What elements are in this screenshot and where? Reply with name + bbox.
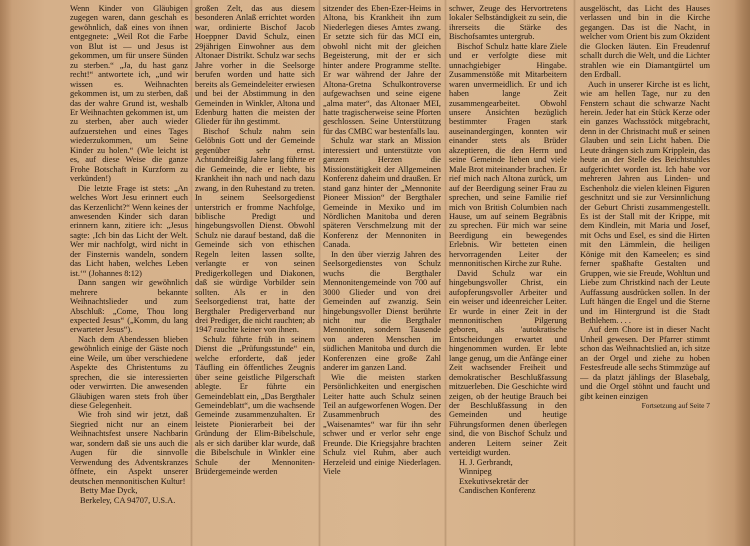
paragraph: In den über vierzig Jahren des Seelsorgedienstes von Schulz wuchs die Bergthaler Mennonitengemeinde von 700 auf 3000 Glieder und von drei Gemeinden auf zwanzig. Sein hingebungsvoller Dienst berührte nicht nur die Bergthaler Mennoniten, sondern Tausende von anderen Menschen im südlichen Manitoba und durch die Konferenzen eine große Zahl anderer im ganzen Land. <box>323 249 441 373</box>
paragraph: sitzender des Eben-Ezer-Heims in Altona, bis Krankheit ihn zum Niederlegen dieses Amtes zwang. Er setzte sich für das MCI ein, obwohl nicht mit der gleichen Begeisterung, mit der er sich hinter andere Programme stellte. Er war während der Jahre der Altona-Gretna Schulkontroverse aufgewachsen und seine eigene „alma mater“, das Altonaer MEI, hatte tragischerweise seine Pforten geschlossen. Seine Unterstützung für das CMBC war bestenfalls lau. <box>323 4 441 136</box>
author-name: Betty Mae Dyck, <box>80 486 138 496</box>
paragraph: großen Zelt, das aus diesem besonderen Anlaß errichtet worden war, ordinierte Bischof Jacob Hoeppner David Schulz, einen 29jährigen Einwohner aus dem Altonaer Distrikt. Schulz war sechs Jahre vorher in die Seelsorge berufen worden und hatte sich bereits als Gemeindeleiter erwiesen und bei der Abstimmung in den Gemeinden in Winkler, Altona und Edenburg hatten die meisten der Glieder für ihn gestimmt. <box>195 4 315 127</box>
page-shadow-left <box>0 0 12 546</box>
paragraph: schwer, Zeuge des Hervortretens lokaler Selbständigkeit zu sein, die ihrerseits die Stärke des Bischofsamtes untergrub. <box>449 4 567 42</box>
continuation-note: Fortsetzung auf Seite 7 <box>641 401 710 411</box>
column-3 <box>323 4 441 544</box>
paragraph: Auf dem Chore ist in dieser Nacht Unheil gewesen. Der Pfarrer stimmt schon das Weihnachtslied an, ich sitze an der Orgel und ziehe zu hoben Festesfreude alle sechs Stimmzüge auf — da platzt jählings der Blasebalg, und die Orgel stöhnt und faucht und gibt keinen einzigen <box>580 325 710 401</box>
column-divider <box>573 0 576 546</box>
paragraph: Wie froh sind wir jetzt, daß Siegried nicht nur an einem Weihnachtsfest unsere Nachbarin war, sondern daß sie uns auch die Augen für die sinnvolle Verwendung des Adventskranzes öffnete, ein Aspekt unserer deutschen mennonitischen Kultur! <box>70 410 188 486</box>
column-4 <box>449 4 567 544</box>
column-5 <box>580 4 710 544</box>
author-title: Exekutivsekretär der <box>459 476 529 486</box>
paragraph: Schulz war stark an Mission interessiert und unterstützte von ganzem Herzen die Missionstätigkeit der Allgemeinen Konferenz daheim und draußen. Er stand ganz hinter der „Mennonite Pioneer Mission“ der Bergthaler Gemeinde in Mexiko und im Nördlichen Manitoba und deren späteren Verschmelzung mit der Konferenz der Mennoniten in Canada. <box>323 136 441 250</box>
paragraph: Die letzte Frage ist stets: „An welches Wort Jesu erinnert euch das Kerzenlicht?“ Wenn keines der anwesenden Kinder sich daran erinnern kann, zitiere ich: „Jesus sagte: ‚Ich bin das Licht der Welt. Wer mir nachfolgt, wird nicht in der Finsternis wandeln, sondern das Licht haben, welches Leben ist.‘“ (Johannes 8:12) <box>70 183 188 278</box>
paragraph: Nach dem Abendessen blieben gewöhnlich einige der Gäste noch eine Weile, um über verschiedene Aspekte des Christentums zu sprechen, die sie interessierten oder verwirrten. Die anwesenden Gläubigen waren stets froh über diese Gelegenheit. <box>70 334 188 411</box>
paragraph: ausgelöscht, das Licht des Hauses verlassen und bin in die Kirche gegangen. Das ist die Nacht, in welcher vom Orient bis zum Okzident die Glocken läuten. Ein Freudenruf schallt durch die Welt, und die Lichter strahlen wie ein Diamantgürtel um den Erdball. <box>580 4 710 80</box>
paragraph: Wie die meisten starken Persönlichkeiten und energischen Leiter hatte auch Schulz seinen Teil an aufgeworfenen Wogen. Der Zusammenbruch des „Waisenamtes“ war für ihn sehr schwer und er verlor sehr enge Freunde. Die Kriegsjahre brachten Schulz viel Ruhm, aber auch Herzeleid und einige Niederlagen. Viele <box>323 372 441 477</box>
column-divider <box>444 0 447 546</box>
paragraph: Schulz führte früh in seinem Dienst die „Prüfungsstunde“ ein, welche erforderte, daß jeder Täufling ein öffentliches Zeugnis über seine geistliche Pilgerschaft ablegte. Er führte ein Gemeindeblatt ein, „Das Bergthaler Gemeindeblatt“, um die wachsende Gemeinde zusammenzuhalten. Er leistete Pionierarbeit bei der Gründung der Elim-Bibelschule, als er sich darüber klar wurde, daß die Bibelschule in Winkler eine Schule der Mennoniten-Brüdergemeinde werden <box>195 334 315 477</box>
paragraph: Bischof Schulz nahm sein Gelöbnis Gott und der Gemeinde gegenüber sehr ernst. Achtunddreißig Jahre lang führte er die Gemeinde, die er liebte, bis Krankheit ihn nach und nach dazu zwang, in den Ruhestand zu treten. In seinem Seelsorgedienst unterstrich er fromme Nachfolge, biblische Predigt und hingebungsvollen Dienst. Obwohl Schulz nie darauf bestand, daß die Gemeinde sich von ethischen Regeln leiten lassen sollte, verlangte er von seinen Predigerkollegen und Diakonen, daß sie würdige Vorbilder sein sollten. Als er in den Seelsorgedienst trat, hatte der Bergthaler Predigerverband nur drei Prediger, die nicht rauchten; ab 1947 rauchte keiner von ihnen. <box>195 126 315 335</box>
author-organization: Candischen Konferenz <box>459 486 536 496</box>
column-2 <box>195 4 315 544</box>
paragraph: Auch in unserer Kirche ist es licht, wie am hellen Tage, nur zu den Fenstern schaut die schwarze Nacht herein. Jeder hat ein Stück Kerze oder ein ganzes Wachsstöck mitgebracht, denn in der Christnacht muß er seinen Glauben und sein Licht haben. Die Leute drängen sich zum Kripplein, das heute an der Stelle des Beichtstuhles aufgerichtet worden ist. Ich habe vor mehreren Jahren aus Linden- und Eschenholz die vielen kleinen Figuren geschnitzt und sie zur Versinnlichung der Geburt Christi zusammengestellt. Es ist der Stall mit der Krippe, mit dem Kindlein, mit Maria und Josef, mit Ochs und Esel, es sind die Hirten mit den Lämmlein, die heiligen Könige mit den Kameelen; es sind ferner spaßhafte Gestalten und Gruppen, wie sie Freude, Wohltun und Liebe zum Christkind nach der Leute Auffassung ausdrücken sollen. In der Luft hängen die Engel und die Sterne und im Hintergrund ist die Stadt Bethlehem. . . . <box>580 79 710 325</box>
column-1 <box>70 4 188 544</box>
page-shadow-right <box>734 0 750 546</box>
author-location: Berkeley, CA 94707, U.S.A. <box>80 495 176 505</box>
paragraph: Wenn Kinder von Gläubigen zugegen waren, dann geschah es gewöhnlich, daß eines von ihnen entgegnete: „Weil Rot die Farbe von Blut ist — und Jesus ist gekommen, um für unsere Sünden zu sterben.“ „Ja, du hast ganz recht!“ antwortete ich, „und wir wissen es. Weihnachten gekommen ist, um zu sterben, daß das der wahre Grund ist, weshalb Er Weihnachten gekommen ist, um zu sterben, aber auch wieder aufzuerstehen und eines Tages wiederzukommen, um Seine Kinder zu holen.“ (Wie leicht ist es, auf diese Weise die ganze Frohe Botschaft in Kurzform zu verkünden!) <box>70 4 188 184</box>
paragraph: Dann sangen wir gewöhnlich mehrere bekannte Weihnachtslieder und zum Abschluß: „Come, Thou long expected Jesus“ („Komm, du lang erwarteter Jesus“). <box>70 278 188 335</box>
author-location: Winnipeg <box>459 467 492 477</box>
column-divider <box>318 0 321 546</box>
paragraph: Bischof Schulz hatte klare Ziele und er verfolgte diese mit unnachgiebiger Hingabe. Zusammenstöße mit Mitarbeitern waren unvermeidlich. Er und ich haben lange Zeit zusammengearbeitet. Obwohl unsere Ansichten bezüglich bestimmter Fragen stark auseinandergingen, konnten wir einander stets als Brüder akzeptieren, die den Herrn und seine Gemeinde lieben und viele Male Brot miteinander brachen. Er rief mich nach Altona zurück, um auf der Beerdigung seiner Frau zu sprechen, und seine Familie rief mich von British Columbien nach Hause, um auf seinem Begräbnis zu sprechen. Für mich war seine Beerdigung ein bewegendes Erlebnis. Wir betteten einen hervorragenden Leiter der mennonitischen Kirche zur Ruhe. <box>449 41 567 269</box>
column-divider <box>190 0 193 546</box>
paragraph: David Schulz war ein hingebungsvoller Christ, ein aufopferungsvoller Arbeiter und ein weiser und ideenreicher Leiter. Er wurde in einer Zeit in der mennonitischen Pilgerung geboren, als 'autokratische Entscheidungen erwartet und hingenommen wurden. Er lebte lange genug, um die Anfänge einer Zeit wachsender Freiheit und demokratischer Beschlußfassung mitzuerleben. Die Geschichte wird zeigen, ob der heutige Brauch bei der Beschlußfassung in den Gemeinden und heutige Führungsformen denen überlegen sind, die von Bischof Schulz und anderen Leitern seiner Zeit verteidigt wurden. <box>449 268 567 458</box>
author-name: H. J. Gerbrandt, <box>459 457 513 467</box>
